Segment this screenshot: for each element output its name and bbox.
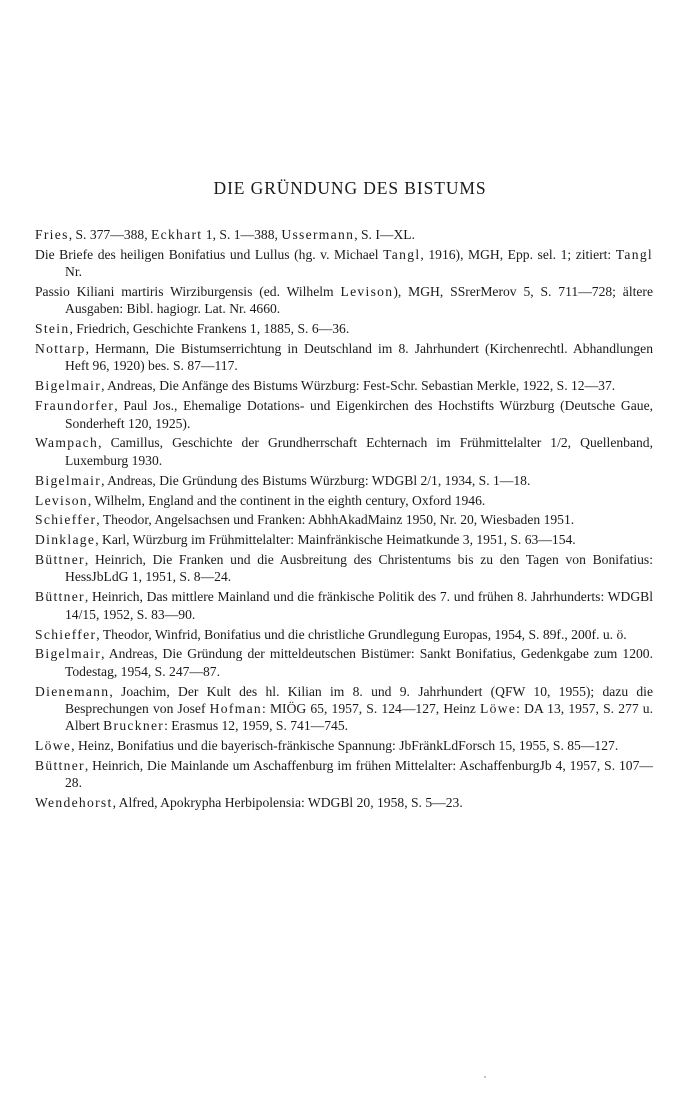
author-name: Dinklage [35,532,96,548]
entry-text: , Alfred, Apokrypha Herbipolensia: WDGBl 20, 1958, S. 5—23. [112,795,463,811]
author-name: Löwe [480,700,517,716]
editor-name: Tangl [615,246,653,262]
author-name: Dienemann [35,683,110,699]
entry-text: : DA 13, 1957, S. 277 u. Albert [65,700,653,734]
entry-text: , 1916), MGH, Epp. sel. 1; zitiert: [420,246,616,262]
entry-text: , Friedrich, Geschichte Frankens 1, 1885, S. 6—36. [69,321,350,337]
entry-text: : Erasmus 12, 1959, S. 741—745. [164,718,349,734]
entry-text: , Andreas, Die Gründung des Bistums Würzburg: WDGBl 2/1, 1934, S. 1—18. [101,472,531,488]
entry-text: , Heinrich, Die Franken und die Ausbreitung des Christentums bis zu den Tagen von Bonifatius: HessJbLdG 1, 1951, S. 8—24. [65,552,653,585]
bibliography-entry [35,794,653,811]
author-name: Bigelmair [35,472,102,488]
bibliography-entry [35,683,653,735]
bibliography-entry [35,551,653,586]
author-name: Büttner [35,552,85,568]
author-name: Bigelmair [35,646,102,662]
author-name: Büttner [35,758,85,773]
entry-text: , Theodor, Winfrid, Bonifatius und die christliche Grundlegung Europas, 1954, S. 89f., 200f. u. ö. [96,626,627,642]
author-name: Bigelmair [35,378,102,394]
author-name: Ussermann [281,227,355,242]
author-name: Nottarp [35,341,86,357]
bibliography-entry [35,283,653,318]
bibliography-list [35,226,653,814]
editor-name: Tangl [383,246,421,262]
author-name: Hofman [209,700,263,716]
author-name: Wampach [35,435,99,451]
entry-text: , Joachim, Der Kult des hl. Kilian im 8. und 9. Jahrhundert (QFW 10, 1955); dazu die Besprechungen von Josef [65,683,653,716]
entry-text: , Theodor, Angelsachsen und Franken: AbhhAkadMainz 1950, Nr. 20, Wiesbaden 1951. [96,512,575,528]
entry-text: , Hermann, Die Bistumserrichtung in Deutschland im 8. Jahrhundert (Kirchenrechtl. Abhandlungen Heft 96, 1920) bes. S. 87—117. [65,341,653,374]
entry-text: , S. I—XL. [354,227,415,242]
author-name: Eckhart [151,227,203,242]
author-name: Löwe [35,738,72,754]
entry-text: , Wilhelm, England and the continent in the eighth century, Oxford 1946. [87,492,486,508]
bibliography-entry [35,737,653,754]
bibliography-entry [35,434,653,469]
entry-text: : MIÖG 65, 1957, S. 124—127, Heinz [262,700,481,716]
bibliography-entry [35,377,653,394]
entry-text: ), MGH, SSrerMerov 5, S. 711—728; ältere Ausgaben: Bibl. hagiogr. Lat. Nr. 4660. [65,284,653,317]
entry-text: , Paul Jos., Ehemalige Dotations- und Eigenkirchen des Hochstifts Würzburg (Deutsche Gaue, Sonderheft 120, 1925). [65,398,653,431]
bibliography-entry [35,320,653,337]
entry-text: , S. 377—388, [68,227,152,242]
author-name: Schieffer [35,512,97,528]
entry-text: , Heinz, Bonifatius und die bayerisch-fränkische Spannung: JbFränkLdForsch 15, 1955, S. 85—127. [71,738,619,754]
bibliography-entry [35,226,653,243]
author-name: Bruckner [103,718,165,734]
entry-text: , Heinrich, Das mittlere Mainland und die fränkische Politik des 7. und frühen 8. Jahrhunderts: WDGBl 14/15, 1952, S. 83—90. [65,589,653,622]
author-name: Levison [35,492,88,508]
bibliography-entry [35,645,653,680]
entry-text: , Karl, Würzburg im Frühmittelalter: Mainfränkische Heimatkunde 3, 1951, S. 63—154. [95,532,576,548]
author-name: Büttner [35,589,85,605]
author-name: Stein [35,321,70,337]
bibliography-entry [35,340,653,375]
author-name: Schieffer [35,626,97,642]
entry-text: , Heinrich, Die Mainlande um Aschaffenburg im frühen Mittelalter: AschaffenburgJb 4, 1957, S. 107—28. [65,758,653,791]
author-name: Fries [35,227,69,242]
bibliography-entry [35,397,653,432]
entry-text: 1, S. 1—388, [202,227,282,242]
bibliography-entry [35,757,653,792]
bibliography-entry [35,472,653,489]
bibliography-entry [35,588,653,623]
entry-text: , Andreas, Die Gründung der mitteldeutschen Bistümer: Sankt Bonifatius, Gedenkgabe zum 1200. Todestag, 1954, S. 247—87. [65,646,653,679]
entry-text: , Andreas, Die Anfänge des Bistums Würzburg: Fest-Schr. Sebastian Merkle, 1922, S. 12—37. [101,378,616,394]
author-name: Wendehorst [35,795,113,811]
bibliography-entry [35,246,653,281]
bibliography-entry [35,626,653,643]
print-speck [484,1076,486,1078]
bibliography-entry [35,531,653,548]
bibliography-entry [35,511,653,528]
entry-text: Passio Kiliani martiris Wirziburgensis (ed. Wilhelm [35,284,341,300]
section-heading: DIE GRÜNDUNG DES BISTUMS [213,178,487,198]
bibliography-entry [35,492,653,509]
editor-name: Levison [340,284,394,300]
entry-text: Die Briefe des heiligen Bonifatius und Lullus (hg. v. Michael [35,246,384,262]
author-name: Fraundorfer [35,398,115,414]
entry-text: Nr. [65,264,82,280]
entry-text: , Camillus, Geschichte der Grundherrschaft Echternach im Frühmittelalter 1/2, Quellenband, Luxemburg 1930. [65,435,653,468]
